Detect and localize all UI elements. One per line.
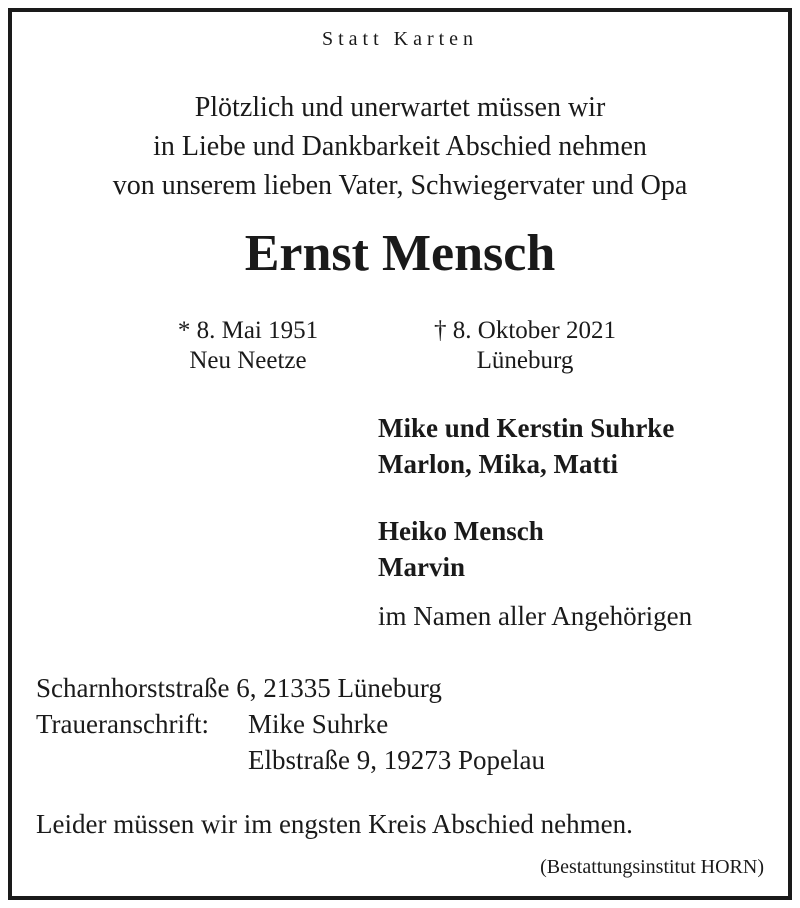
trauer-address-row [36,706,442,742]
intro-text [0,88,800,205]
intro-line: Plötzlich und unerwartet müssen wir [194,92,606,123]
deceased-name: Ernst Mensch [244,225,556,282]
trauer-label: Traueranschrift: [36,709,209,739]
mourner-line: Mike und Kerstin Suhrke [378,413,675,443]
mourner-group-2 [378,513,544,585]
birth-info [148,316,348,376]
trauer-street-row [36,742,545,778]
home-address: Scharnhorststraße 6, 21335 Lüneburg [36,673,442,703]
mourners-closing: im Namen aller Angehörigen [378,601,693,631]
birth-place: Neu Neetze [189,347,307,374]
trauer-name: Mike Suhrke [248,709,389,739]
funeral-home-credit: (Bestattungsinstitut HORN) [540,856,764,878]
mourner-line: Marvin [378,552,465,582]
mourner-line: Heiko Mensch [378,516,544,546]
address-block [36,670,545,778]
statt-karten-heading: Statt Karten [321,28,479,50]
intro-line: von unserem lieben Vater, Schwiegervater und Opa [112,170,688,201]
death-info [400,316,650,376]
trauer-street: Elbstraße 9, 19273 Popelau [248,745,545,775]
birth-date: * 8. Mai 1951 [177,317,319,344]
death-place: Lüneburg [476,347,574,374]
intro-line: in Liebe und Dankbarkeit Abschied nehmen [153,131,647,162]
mourner-line: Marlon, Mika, Matti [378,449,618,479]
private-farewell-note: Leider müssen wir im engsten Kreis Abschied nehmen. [36,809,633,839]
death-date: † 8. Oktober 2021 [434,317,616,344]
mourner-group-1 [378,410,674,482]
